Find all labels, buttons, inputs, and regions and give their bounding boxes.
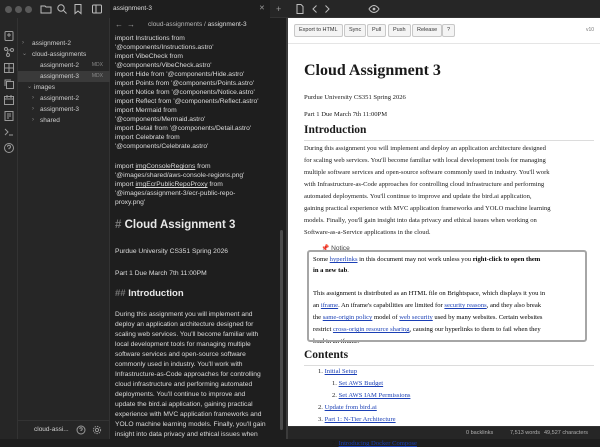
intro-line: models. Finally, you'll gain insight into data privacy and ethical issues when working on <box>304 217 537 224</box>
notice-text: . An iframe's capabilities are limited for <box>338 302 445 309</box>
pull-button[interactable]: Pull <box>367 24 386 37</box>
code-line: software services and open-source software <box>115 351 246 358</box>
code-keyword: import <box>115 163 136 170</box>
code-line: Part 1 Due March 7th 11:00PM <box>115 270 207 277</box>
search-icon[interactable] <box>56 3 68 15</box>
notice-title-text: Notice <box>331 245 350 252</box>
editor-nav-bar <box>110 18 288 32</box>
code-keyword: import <box>115 181 136 188</box>
heading-marker: # <box>115 219 122 231</box>
tree-file-assignment-3[interactable] <box>18 71 110 82</box>
help-button[interactable]: ? <box>442 24 455 37</box>
code-line <box>115 180 223 189</box>
notice-text: , and they also break <box>486 302 542 309</box>
character-count: 49,527 characters <box>544 430 589 436</box>
terminal-icon[interactable] <box>3 126 15 138</box>
code-line: '@components/Mermaid.astro' <box>115 116 206 123</box>
notice-text: model of <box>372 314 400 321</box>
left-titlebar <box>0 0 110 18</box>
ribbon-rail <box>0 18 18 439</box>
intro-line: gaining practical experience with MVC application frameworks and YOLO machine learning <box>304 205 551 212</box>
toc-link-docker-compose[interactable]: Introducing Docker Compose <box>338 440 417 447</box>
notice-bold-text: in a new tab <box>313 267 348 274</box>
notice-line: load in an iframe. <box>313 338 360 345</box>
code-keyword: from <box>195 163 211 170</box>
file-explorer-icon[interactable] <box>40 3 52 15</box>
chevron-left-icon[interactable] <box>309 3 321 15</box>
tab-assignment-3[interactable] <box>110 0 270 18</box>
code-line: '@components/VibeCheck.astro' <box>115 62 212 69</box>
canvas-icon[interactable] <box>3 62 15 74</box>
tree-folder-images[interactable] <box>18 82 110 93</box>
code-line: '@images/assignment-3/ecr-public-repo- <box>115 190 236 197</box>
code-identifier: imgConsoleRegions <box>135 163 196 170</box>
intro-line: for scaling web services. You'll become familiar with local development tools for managing <box>304 157 546 164</box>
intro-line: automated deployments. You'll continue to improve and update the bird.ai application, <box>304 193 532 200</box>
code-line: import Detail from '@components/Detail.astro' <box>115 125 252 132</box>
editor-tab-bar <box>110 0 288 18</box>
toc-item <box>332 440 417 447</box>
document-subtitle: Purdue University CS351 Spring 2026 <box>304 94 406 101</box>
calendar-icon[interactable] <box>3 94 15 106</box>
intro-line: multiple software services and open-source software commonly used in industry. You'll work <box>304 169 550 176</box>
notice-text: Some <box>313 256 330 263</box>
window-zoom-dot[interactable] <box>25 6 32 13</box>
breadcrumb <box>148 21 247 28</box>
code-line: scaling web services. You'll become familiar with <box>115 331 259 338</box>
document-title: Cloud Assignment 3 <box>304 62 441 79</box>
tree-item-label: assignment-3 <box>40 106 80 113</box>
tree-file-assignment-2[interactable] <box>18 60 110 71</box>
close-icon[interactable]: ✕ <box>259 5 265 12</box>
tree-item-label: assignment-2 <box>32 40 72 47</box>
chevron-right-icon: › <box>32 106 34 112</box>
code-line: Purdue University CS351 Spring 2026 <box>115 248 229 255</box>
graph-view-icon[interactable] <box>3 46 15 58</box>
settings-gear-icon[interactable] <box>92 425 102 435</box>
code-line: import Points from '@components/Points.astro' <box>115 80 255 87</box>
same-origin-policy-link[interactable]: same-origin policy <box>322 314 373 321</box>
help-icon[interactable] <box>76 425 86 435</box>
push-button[interactable]: Push <box>388 24 411 37</box>
code-line: experience with MVC application frameworks and <box>115 411 262 418</box>
code-line: deploy an application architecture designed for <box>115 321 254 328</box>
markdown-h2 <box>115 288 184 299</box>
intro-line: Software-as-a-Service applications in the cloud. <box>304 229 431 236</box>
code-line: '@images/shared/aws-console-regions.png' <box>115 172 245 179</box>
sidebar-toggle-icon[interactable] <box>91 3 103 15</box>
code-line: local development tools for managing multiple <box>115 341 251 348</box>
tree-item-label: assignment-3 <box>40 73 80 80</box>
toc-number: 2. <box>332 440 337 447</box>
toc-item <box>318 368 357 375</box>
bookmark-icon[interactable] <box>72 3 84 15</box>
preview-pane <box>288 0 600 447</box>
toc-link-set-aws-budget[interactable]: Set AWS Budget <box>338 380 384 387</box>
toc-number: 2. <box>332 392 337 399</box>
window-close-dot[interactable] <box>5 6 12 13</box>
code-line: '@components/Celebrate.astro' <box>115 143 209 150</box>
file-extension-badge: MDX <box>91 73 103 79</box>
code-line: During this assignment you will implement and <box>115 311 253 318</box>
code-keyword: from <box>207 181 223 188</box>
breadcrumb-separator: / <box>202 21 208 28</box>
chevron-down-icon: ⌄ <box>27 84 33 90</box>
breadcrumb-file[interactable]: assignment-3 <box>207 21 247 28</box>
code-line: update the bird.ai application, gaining practical <box>115 401 253 408</box>
tree-folder-assignment-2[interactable] <box>18 38 110 49</box>
tree-item-label: assignment-2 <box>40 62 80 69</box>
heading-divider <box>304 365 594 366</box>
toc-number: 1. <box>332 380 337 387</box>
sync-button[interactable]: Sync <box>344 24 366 37</box>
pin-icon: 📌 <box>321 245 330 252</box>
tree-folder-images-assignment-3[interactable] <box>18 104 110 115</box>
template-icon[interactable] <box>3 110 15 122</box>
hyperlinks-link[interactable]: hyperlinks <box>329 256 358 263</box>
code-line: import Reflect from '@components/Reflect.astro' <box>115 98 259 105</box>
code-line: import Notice from '@components/Notice.astro' <box>115 89 255 96</box>
copy-icon[interactable] <box>3 78 15 90</box>
toc-link-update-birdai[interactable]: Update from bird.ai <box>324 404 377 411</box>
new-note-icon[interactable] <box>3 30 15 42</box>
preview-button-bar <box>288 18 600 44</box>
notice-text: the <box>313 314 323 321</box>
notice-border <box>307 250 587 342</box>
chevron-right-icon[interactable] <box>321 3 333 15</box>
notice-line: This assignment is distributed as an HTML file on Brightspace, which displays it you in <box>313 290 546 297</box>
code-line: YOLO machine learning models. Finally, you'll gain <box>115 421 266 428</box>
new-tab-icon[interactable]: + <box>276 4 282 14</box>
code-line: deployments. You'll continue to improve and <box>115 391 246 398</box>
intro-line: During this assignment you will implement and deploy an application architecture designed <box>304 145 546 152</box>
notice-text: an <box>313 302 321 309</box>
chevron-right-icon: › <box>32 117 34 123</box>
status-bar <box>288 426 600 439</box>
heading-text: Cloud Assignment 3 <box>124 219 236 231</box>
toc-number: 1. <box>318 368 323 375</box>
tree-item-label: assignment-2 <box>40 95 80 102</box>
code-line: insight into data privacy and ethical issues when <box>115 431 258 438</box>
code-line: commonly used in industry. You'll work with <box>115 361 243 368</box>
code-line: Infrastructure-as-Code approaches for controlling <box>115 371 261 378</box>
tree-folder-images-assignment-2[interactable] <box>18 93 110 104</box>
notice-text: restrict <box>313 326 333 333</box>
heading-divider <box>304 140 594 141</box>
web-security-link[interactable]: web security <box>399 314 433 321</box>
toc-link-iam-permissions[interactable]: Set AWS IAM Permissions <box>338 392 411 399</box>
editor-scrollbar[interactable] <box>280 230 283 430</box>
chevron-down-icon: ⌄ <box>22 51 28 57</box>
file-extension-badge: MDX <box>91 62 103 68</box>
chevron-right-icon: › <box>22 40 24 46</box>
security-reasons-link[interactable]: security reasons <box>444 302 487 309</box>
vault-switcher[interactable] <box>18 420 110 439</box>
tree-folder-shared[interactable] <box>18 115 110 126</box>
toc-link-part-1[interactable]: Part 1: N-Tier Architecture <box>324 416 396 423</box>
back-arrow-icon[interactable]: ← <box>115 20 123 29</box>
intro-line: with Infrastructure-as-Code approaches for controlling cloud infrastructure and performing <box>304 181 545 188</box>
preview-topbar <box>288 0 600 18</box>
toc-item <box>318 404 377 411</box>
word-count: 7,513 words <box>510 430 540 436</box>
tree-folder-cloud-assignments[interactable] <box>18 49 110 60</box>
notice-text: in this document may not work unless you <box>357 256 473 263</box>
code-line: import Mermaid from <box>115 107 177 114</box>
toc-link-initial-setup[interactable]: Initial Setup <box>324 368 358 375</box>
code-line: import Celebrate from <box>115 134 180 141</box>
heading-marker: ## <box>115 288 126 299</box>
forward-arrow-icon[interactable]: → <box>127 20 135 29</box>
breadcrumb-folder[interactable]: cloud-assignments <box>148 21 203 28</box>
toc-item <box>332 392 410 399</box>
version-label: v10 <box>585 27 594 33</box>
editor-pane <box>110 0 288 439</box>
section-heading-introduction: Introduction <box>304 124 367 136</box>
help-icon[interactable] <box>3 142 15 154</box>
notice-text: used by many websites. Certain websites <box>432 314 543 321</box>
toc-item <box>318 416 396 423</box>
cors-link[interactable]: cross-origin resource sharing <box>332 326 410 333</box>
document-due-date: Part 1 Due March 7th 11:00PM <box>304 111 388 118</box>
code-line: import VibeCheck from <box>115 53 183 60</box>
tab-title: assignment-3 <box>113 5 153 12</box>
tree-item-label: shared <box>40 117 60 124</box>
backlinks-count[interactable]: 0 backlinks <box>466 430 494 436</box>
notice-text: , causing our hyperlinks to them to fail when they <box>409 326 541 333</box>
vault-name[interactable]: cloud-assi... <box>34 426 69 433</box>
window-minimize-dot[interactable] <box>15 6 22 13</box>
toc-number: 3. <box>318 416 323 423</box>
iframe-link[interactable]: iframe <box>320 302 339 309</box>
notice-text: . <box>347 267 349 274</box>
markdown-h1 <box>115 219 235 231</box>
chevron-right-icon: › <box>32 95 34 101</box>
file-icon[interactable] <box>294 3 306 15</box>
release-button[interactable]: Release <box>412 24 442 37</box>
notice-bold-text: right-click to open them <box>472 256 541 263</box>
code-line <box>115 162 211 171</box>
eye-icon[interactable] <box>368 3 380 15</box>
code-identifier: imgEcrPublicRepoProxy <box>135 181 208 188</box>
code-line: import Instructions from <box>115 35 185 42</box>
code-line: proxy.png' <box>115 199 146 206</box>
code-line: import Hide from '@components/Hide.astro' <box>115 71 245 78</box>
code-line: cloud infrastructure and performing automated <box>115 381 253 388</box>
section-heading-contents: Contents <box>304 349 349 361</box>
toc-number: 2. <box>318 404 323 411</box>
heading-text: Introduction <box>128 288 184 299</box>
toc-item <box>332 380 383 387</box>
file-explorer <box>18 18 110 420</box>
export-html-button[interactable]: Export to HTML <box>294 24 343 37</box>
tree-item-label: images <box>34 84 55 91</box>
tree-item-label: cloud-assignments <box>32 51 87 58</box>
code-line: '@components/Instructions.astro' <box>115 44 214 51</box>
